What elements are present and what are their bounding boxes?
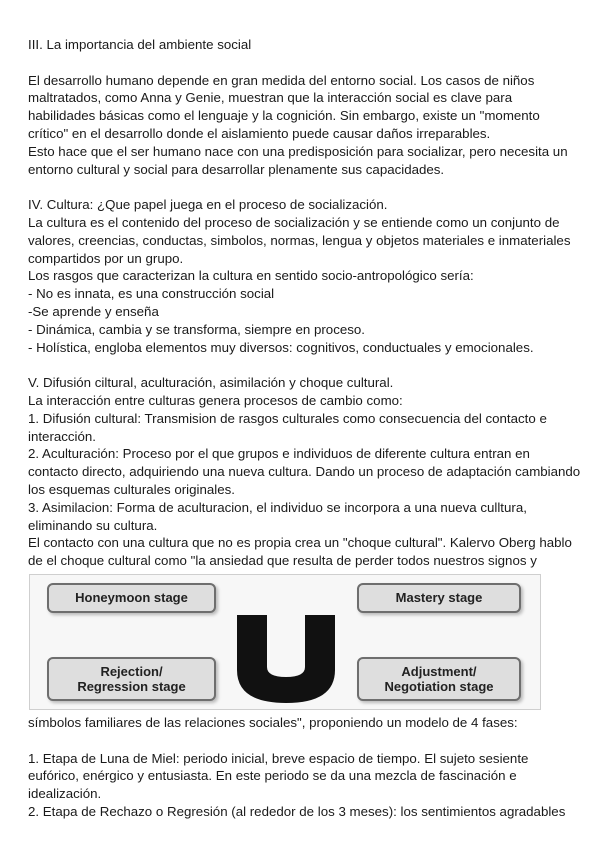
- section-fases: [28, 750, 583, 821]
- section-heading: IV. Cultura: ¿Que papel juega en el proceso de socialización.: [28, 197, 388, 213]
- list-item: - Holística, engloba elementos muy diversos: cognitivos, conductuales y emocionales.: [28, 339, 534, 355]
- paragraph: Esto hace que el ser humano nace con una predisposición para socializar, pero necesita un entorno cultural y social para desarrollar plenamente sus capacidades.: [28, 143, 572, 177]
- section-heading: V. Difusión ciltural, aculturación, asimilación y choque cultural.: [28, 375, 394, 391]
- paragraph: El contacto con una cultura que no es propia crea un "choque cultural". Kalervo Oberg hablo de el choque cultural como "la ansiedad que resulta de perder todos nuestros signos y: [28, 535, 576, 569]
- list-item: 2. Aculturación: Proceso por el que grupos e individuos de diferente cultura entran en contacto directo, adquiriendo una nueva cultura. Dando un proceso de adaptación cambiando los esquemas culturales originales.: [28, 446, 584, 497]
- section-difusion: [28, 374, 583, 570]
- rejection-stage-box: Rejection/ Regression stage: [47, 657, 216, 701]
- list-item: 2. Etapa de Rechazo o Regresión (al rededor de los 3 meses): los sentimientos agradables: [28, 803, 566, 819]
- paragraph: La cultura es el contenido del proceso de socialización y se entiende como un conjunto de valores, creencias, conductas, simbolos, normas, lengua y objetos materiales e inmateriales compartidos por un grupo.: [28, 214, 575, 266]
- paragraph-gap: [28, 356, 583, 374]
- honeymoon-stage-box: Honeymoon stage: [47, 583, 216, 613]
- section-after-figure: [28, 714, 583, 732]
- list-item: 1. Etapa de Luna de Miel: periodo inicial, breve espacio de tiempo. El sujeto sesiente eufórico, enérgico y entusiasta. En este periodo se da una mezcla de fascinación e idealización.: [28, 750, 533, 802]
- paragraph: La interacción entre culturas genera procesos de cambio como:: [28, 392, 403, 408]
- section-ambiente-body: [28, 72, 583, 179]
- mastery-stage-box: Mastery stage: [357, 583, 521, 613]
- section-heading: III. La importancia del ambiente social: [28, 37, 252, 52]
- list-item: - No es innata, es una construcción social: [28, 286, 275, 302]
- paragraph-gap: [28, 178, 583, 196]
- document-page: [28, 36, 583, 821]
- paragraph: símbolos familiares de las relaciones sociales", proponiendo un modelo de 4 fases:: [28, 714, 518, 730]
- culture-shock-diagram: [29, 574, 541, 710]
- u-curve-shape: [237, 615, 335, 703]
- list-item: 3. Asimilacion: Forma de aculturacion, el individuo se incorpora a una nueva culltura, eliminando su cultura.: [28, 499, 531, 533]
- list-item: -Se aprende y enseña: [28, 303, 159, 319]
- paragraph-gap: [28, 54, 583, 72]
- adjustment-stage-box: Adjustment/ Negotiation stage: [357, 657, 521, 701]
- paragraph-gap: [28, 732, 583, 750]
- list-item: - Dinámica, cambia y se transforma, siempre en proceso.: [28, 321, 365, 337]
- section-ambiente-social: [28, 36, 583, 54]
- paragraph: El desarrollo humano depende en gran medida del entorno social. Los casos de niños maltratados, como Anna y Genie, muestran que la interacción social es clave para habilidades básicas como el lenguaje y la cognición. Sin embargo, existe un "momento crítico" en el desarrollo donde el aislamiento puede causar daños irreparables.: [28, 72, 544, 141]
- list-item: 1. Difusión cultural: Transmision de rasgos culturales como consecuencia del contacto e interacción.: [28, 410, 551, 444]
- section-cultura: [28, 196, 583, 356]
- paragraph: Los rasgos que caracterizan la cultura en sentido socio-antropológico sería:: [28, 268, 474, 284]
- u-curve-path: [237, 615, 335, 703]
